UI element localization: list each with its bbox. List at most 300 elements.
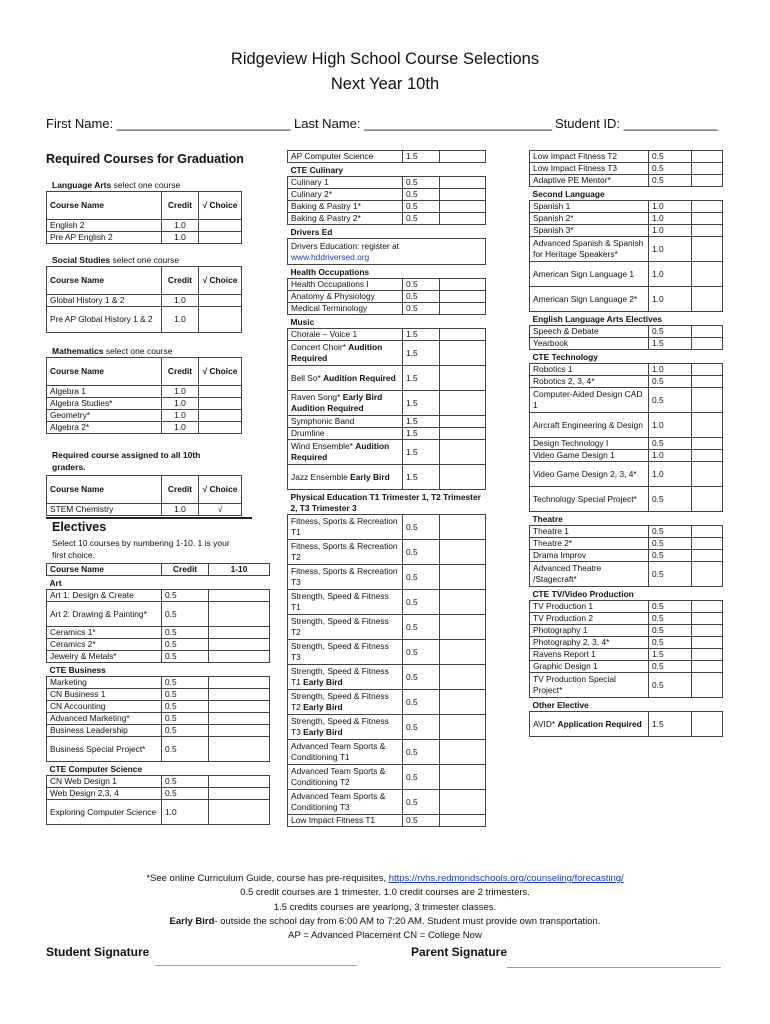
course-credit: 0.5 bbox=[403, 515, 440, 540]
course-row bbox=[47, 602, 270, 627]
abbrev-note: AP = Advanced Placement CN = College Now bbox=[288, 930, 482, 941]
course-name: Advanced Theatre /Stagecraft* bbox=[530, 562, 649, 587]
choice-cell[interactable] bbox=[199, 220, 242, 232]
course-name: Culinary 1 bbox=[288, 177, 403, 189]
course-name: Robotics 1 bbox=[530, 364, 649, 376]
course-row bbox=[47, 788, 270, 800]
section-header: Music bbox=[288, 315, 486, 329]
mathematics-table: Course Name Credit √ Choice Algebra 1 1.0 Algebra Studies* 1.0 Geometry* 1.0 Algebra 2* 1.0 bbox=[46, 357, 242, 434]
course-row bbox=[530, 450, 723, 462]
course-credit: 1.0 bbox=[649, 450, 692, 462]
course-row bbox=[530, 613, 723, 625]
course-name: Drumline bbox=[288, 428, 403, 440]
student-signature-label: Student Signature bbox=[46, 945, 150, 959]
course-row bbox=[530, 550, 723, 562]
prereq-note: *See online Curriculum Guide, course has pre-requisites, https://rvhs.redmondschools.org/counseling/forecasting/ bbox=[146, 873, 624, 884]
choice-rank-cell[interactable] bbox=[440, 540, 486, 565]
course-credit: 0.5 bbox=[649, 673, 692, 698]
course-name: Aircraft Engineering & Design bbox=[530, 413, 649, 438]
course-row bbox=[530, 462, 723, 487]
course-name: AP Computer Science bbox=[288, 151, 403, 163]
course-credit: 1.5 bbox=[403, 440, 440, 465]
course-name: CN Business 1 bbox=[47, 689, 162, 701]
course-credit: 0.5 bbox=[162, 602, 209, 627]
course-row bbox=[530, 712, 723, 737]
choice-rank-cell[interactable] bbox=[692, 287, 723, 312]
course-credit: 0.5 bbox=[162, 788, 209, 800]
course-row bbox=[530, 637, 723, 649]
choice-rank-cell[interactable] bbox=[440, 440, 486, 465]
course-row bbox=[288, 428, 486, 440]
choice-rank-cell[interactable] bbox=[692, 438, 723, 450]
course-row bbox=[288, 341, 486, 366]
choice-rank-cell[interactable] bbox=[209, 627, 270, 639]
choice-rank-cell[interactable] bbox=[440, 329, 486, 341]
course-credit: 1.5 bbox=[403, 416, 440, 428]
course-credit: 0.5 bbox=[649, 538, 692, 550]
course-credit: 0.5 bbox=[162, 639, 209, 651]
assigned-course-table: Course Name Credit √ Choice STEM Chemistry 1.0 √ bbox=[46, 475, 242, 516]
course-name: Technology Special Project* bbox=[530, 487, 649, 512]
course-row bbox=[47, 627, 270, 639]
course-row bbox=[288, 590, 486, 615]
course-name: Business Leadership bbox=[47, 725, 162, 737]
course-row bbox=[530, 287, 723, 312]
choice-rank-cell[interactable] bbox=[692, 649, 723, 661]
course-credit: 0.5 bbox=[403, 740, 440, 765]
course-name: Yearbook bbox=[530, 338, 649, 350]
course-row bbox=[530, 487, 723, 512]
electives-table-col1: Course Name Credit 1-10 Art Art 1: Design & Create 0.5 Art 2: Drawing & Painting* 0.5 Ceramics 1* 0.5 Ceramics 2* 0.5 Jewelry & Metals* 0.5 CTE Business Marketing 0.5 CN Business 1 0.5 CN Accounting 0.5 Advanced Marketing* 0.5 Business Leadership 0.5 Business Special Project* 0.5 CTE Computer Science CN Web Design 1 0.5 Web Design 2,3, 4 0.5 Exploring Computer Science 1.0 bbox=[46, 563, 270, 825]
choice-rank-cell[interactable] bbox=[692, 201, 723, 213]
choice-rank-cell[interactable] bbox=[440, 391, 486, 416]
course-credit: 0.5 bbox=[649, 637, 692, 649]
student-signature-line[interactable] bbox=[155, 965, 357, 966]
course-row bbox=[530, 151, 723, 163]
course-name: Adaptive PE Mentor* bbox=[530, 175, 649, 187]
course-name: Jazz Ensemble Early Bird bbox=[288, 465, 403, 490]
section-header: English Language Arts Electives bbox=[530, 312, 723, 326]
course-row bbox=[288, 740, 486, 765]
course-name: Concert Choir* Audition Required bbox=[288, 341, 403, 366]
course-name: Advanced Team Sports & Conditioning T3 bbox=[288, 790, 403, 815]
course-row bbox=[530, 388, 723, 413]
course-row bbox=[288, 329, 486, 341]
course-name: Baking & Pastry 1* bbox=[288, 201, 403, 213]
course-credit: 0.5 bbox=[162, 651, 209, 663]
course-credit: 0.5 bbox=[162, 737, 209, 762]
choice-rank-cell[interactable] bbox=[440, 428, 486, 440]
course-row bbox=[288, 540, 486, 565]
section-header: CTE TV/Video Production bbox=[530, 587, 723, 601]
choice-rank-cell[interactable] bbox=[209, 651, 270, 663]
course-credit: 0.5 bbox=[649, 562, 692, 587]
course-credit: 0.5 bbox=[403, 540, 440, 565]
course-credit: 0.5 bbox=[649, 388, 692, 413]
section-header: Theatre bbox=[530, 512, 723, 526]
course-name: Art 1: Design & Create bbox=[47, 590, 162, 602]
section-header: CTE Culinary bbox=[288, 163, 486, 177]
course-credit: 1.0 bbox=[649, 225, 692, 237]
choice-rank-cell[interactable] bbox=[692, 526, 723, 538]
course-name: TV Production 2 bbox=[530, 613, 649, 625]
course-credit: 1.5 bbox=[403, 341, 440, 366]
course-row bbox=[47, 701, 270, 713]
course-credit: 0.5 bbox=[403, 640, 440, 665]
choice-rank-cell[interactable] bbox=[692, 550, 723, 562]
choice-rank-cell[interactable] bbox=[440, 515, 486, 540]
course-row bbox=[288, 640, 486, 665]
course-credit: 0.5 bbox=[162, 590, 209, 602]
course-credit: 0.5 bbox=[649, 601, 692, 613]
course-credit: 0.5 bbox=[403, 715, 440, 740]
choice-rank-cell[interactable] bbox=[209, 590, 270, 602]
course-credit: 0.5 bbox=[403, 213, 440, 225]
course-row bbox=[288, 765, 486, 790]
course-credit: 0.5 bbox=[403, 765, 440, 790]
last-name-field[interactable]: Last Name: __________________________ bbox=[294, 116, 553, 131]
course-credit: 1.0 bbox=[649, 462, 692, 487]
choice-rank-cell[interactable] bbox=[440, 279, 486, 291]
choice-rank-cell[interactable] bbox=[692, 213, 723, 225]
choice-rank-cell[interactable] bbox=[440, 665, 486, 690]
course-credit: 1.0 bbox=[162, 800, 209, 825]
course-credit: 0.5 bbox=[403, 201, 440, 213]
choice-rank-cell[interactable] bbox=[209, 800, 270, 825]
course-row bbox=[288, 151, 486, 163]
choice-rank-cell[interactable] bbox=[692, 364, 723, 376]
course-name: American Sign Language 2* bbox=[530, 287, 649, 312]
drivers-ed-link[interactable]: www.hddriversed.org bbox=[291, 251, 370, 262]
course-name: Strength, Speed & Fitness T3 Early Bird bbox=[288, 715, 403, 740]
choice-rank-cell[interactable] bbox=[440, 615, 486, 640]
course-name: Computer-Aided Design CAD 1 bbox=[530, 388, 649, 413]
course-credit: 0.5 bbox=[403, 665, 440, 690]
choice-rank-cell[interactable] bbox=[209, 776, 270, 788]
choice-rank-cell[interactable] bbox=[692, 673, 723, 698]
choice-rank-cell[interactable] bbox=[440, 303, 486, 315]
course-name: Spanish 2* bbox=[530, 213, 649, 225]
parent-signature-line[interactable] bbox=[507, 967, 721, 968]
section-header: Art bbox=[47, 576, 270, 590]
course-name: Theatre 1 bbox=[530, 526, 649, 538]
course-name: Design Technology I bbox=[530, 438, 649, 450]
course-name: Spanish 1 bbox=[530, 201, 649, 213]
parent-signature-label: Parent Signature bbox=[411, 945, 508, 959]
section-header: CTE Business bbox=[47, 663, 270, 677]
course-credit: 0.5 bbox=[649, 526, 692, 538]
social-studies-table: Course Name Credit √ Choice Global History 1 & 2 1.0 Pre AP Global History 1 & 2 1.0 bbox=[46, 266, 242, 333]
course-credit: 0.5 bbox=[162, 725, 209, 737]
choice-rank-cell[interactable] bbox=[692, 237, 723, 262]
course-row bbox=[530, 413, 723, 438]
choice-rank-cell[interactable] bbox=[209, 639, 270, 651]
choice-rank-cell[interactable] bbox=[440, 201, 486, 213]
course-credit: 0.5 bbox=[649, 163, 692, 175]
course-credit: 0.5 bbox=[403, 303, 440, 315]
choice-rank-cell[interactable] bbox=[209, 677, 270, 689]
choice-cell: √ bbox=[199, 504, 242, 516]
course-name: Strength, Speed & Fitness T3 bbox=[288, 640, 403, 665]
course-credit: 0.5 bbox=[649, 661, 692, 673]
course-row bbox=[288, 690, 486, 715]
course-credit: 0.5 bbox=[649, 151, 692, 163]
course-name: Strength, Speed & Fitness T1 bbox=[288, 590, 403, 615]
course-row bbox=[288, 515, 486, 540]
course-credit: 0.5 bbox=[162, 677, 209, 689]
choice-rank-cell[interactable] bbox=[692, 450, 723, 462]
course-name: CN Accounting bbox=[47, 701, 162, 713]
course-name: Fitness, Sports & Recreation T1 bbox=[288, 515, 403, 540]
course-credit: 0.5 bbox=[649, 438, 692, 450]
course-name: Medical Terminology bbox=[288, 303, 403, 315]
course-credit: 1.5 bbox=[403, 329, 440, 341]
choice-rank-cell[interactable] bbox=[692, 487, 723, 512]
course-name: Strength, Speed & Fitness T2 Early Bird bbox=[288, 690, 403, 715]
course-name: Fitness, Sports & Recreation T2 bbox=[288, 540, 403, 565]
course-credit: 0.5 bbox=[403, 690, 440, 715]
course-row bbox=[288, 790, 486, 815]
choice-rank-cell[interactable] bbox=[692, 661, 723, 673]
course-name: CN Web Design 1 bbox=[47, 776, 162, 788]
choice-rank-cell[interactable] bbox=[692, 413, 723, 438]
course-name: Jewelry & Metals* bbox=[47, 651, 162, 663]
course-credit: 1.5 bbox=[649, 712, 692, 737]
choice-cell[interactable] bbox=[199, 386, 242, 398]
course-name: Wind Ensemble* Audition Required bbox=[288, 440, 403, 465]
course-name: TV Production Special Project* bbox=[530, 673, 649, 698]
choice-rank-cell[interactable] bbox=[440, 790, 486, 815]
course-credit: 1.0 bbox=[649, 287, 692, 312]
choice-rank-cell[interactable] bbox=[692, 562, 723, 587]
course-row bbox=[288, 715, 486, 740]
course-row bbox=[530, 526, 723, 538]
choice-rank-cell[interactable] bbox=[440, 640, 486, 665]
course-name: Advanced Team Sports & Conditioning T2 bbox=[288, 765, 403, 790]
course-row bbox=[530, 175, 723, 187]
course-row bbox=[47, 737, 270, 762]
course-row bbox=[530, 326, 723, 338]
course-row bbox=[530, 338, 723, 350]
choice-rank-cell[interactable] bbox=[440, 465, 486, 490]
course-credit: 0.5 bbox=[649, 175, 692, 187]
course-row bbox=[530, 163, 723, 175]
course-row bbox=[288, 213, 486, 225]
choice-rank-cell[interactable] bbox=[440, 177, 486, 189]
choice-rank-cell[interactable] bbox=[209, 725, 270, 737]
drivers-ed-row: Drivers Education: register at www.hddriversed.org bbox=[288, 239, 486, 265]
course-name: Low Impact Fitness T1 bbox=[288, 815, 403, 827]
course-row bbox=[47, 651, 270, 663]
course-name: Health Occupations I bbox=[288, 279, 403, 291]
course-name: Advanced Spanish & Spanish for Heritage Speakers* bbox=[530, 237, 649, 262]
course-name: Video Game Design 1 bbox=[530, 450, 649, 462]
choice-rank-cell[interactable] bbox=[440, 740, 486, 765]
choice-cell[interactable] bbox=[199, 232, 242, 244]
choice-rank-cell[interactable] bbox=[209, 788, 270, 800]
course-name: Bell So* Audition Required bbox=[288, 366, 403, 391]
choice-rank-cell[interactable] bbox=[692, 163, 723, 175]
course-credit: 0.5 bbox=[162, 713, 209, 725]
course-credit: 0.5 bbox=[403, 177, 440, 189]
course-row bbox=[530, 562, 723, 587]
choice-rank-cell[interactable] bbox=[692, 462, 723, 487]
choice-rank-cell[interactable] bbox=[692, 601, 723, 613]
course-credit: 1.0 bbox=[649, 262, 692, 287]
course-name: Ravens Report 1 bbox=[530, 649, 649, 661]
choice-rank-cell[interactable] bbox=[209, 689, 270, 701]
course-row bbox=[47, 725, 270, 737]
page-subtitle: Next Year 10th bbox=[330, 75, 440, 93]
choice-rank-cell[interactable] bbox=[692, 712, 723, 737]
choice-rank-cell[interactable] bbox=[440, 213, 486, 225]
choice-rank-cell[interactable] bbox=[440, 189, 486, 201]
course-credit: 0.5 bbox=[403, 790, 440, 815]
lang-arts-table: Course Name Credit √ Choice English 2 1.0 Pre AP English 2 1.0 bbox=[46, 191, 242, 244]
choice-rank-cell[interactable] bbox=[692, 338, 723, 350]
early-bird-note: Early Bird- outside the school day from 6:00 AM to 7:20 AM. Student must provide own transportation. bbox=[169, 916, 601, 927]
divider bbox=[46, 517, 252, 519]
course-credit: 1.0 bbox=[649, 201, 692, 213]
curriculum-guide-link[interactable]: https://rvhs.redmondschools.org/counseling/forecasting/ bbox=[388, 873, 624, 884]
course-credit: 1.0 bbox=[649, 364, 692, 376]
electives-table-col3 bbox=[529, 150, 723, 737]
course-credit: 1.5 bbox=[649, 338, 692, 350]
course-name: Business Special Project* bbox=[47, 737, 162, 762]
electives-table-col2 bbox=[287, 150, 486, 827]
course-row bbox=[47, 590, 270, 602]
student-id-field[interactable]: Student ID: _____________ bbox=[555, 116, 718, 131]
course-row bbox=[288, 391, 486, 416]
course-row bbox=[530, 213, 723, 225]
course-row bbox=[288, 189, 486, 201]
course-credit: 0.5 bbox=[649, 376, 692, 388]
course-name: Symphonic Band bbox=[288, 416, 403, 428]
course-credit: 0.5 bbox=[649, 487, 692, 512]
section-header: Physical Education T1 Trimester 1, T2 Trimester 2, T3 Trimester 3 bbox=[288, 490, 486, 515]
choice-cell[interactable] bbox=[199, 422, 242, 434]
course-row bbox=[47, 639, 270, 651]
choice-rank-cell[interactable] bbox=[440, 815, 486, 827]
course-credit: 0.5 bbox=[649, 625, 692, 637]
course-name: Ceramics 1* bbox=[47, 627, 162, 639]
choice-rank-cell[interactable] bbox=[209, 602, 270, 627]
course-row bbox=[47, 713, 270, 725]
course-name: TV Production 1 bbox=[530, 601, 649, 613]
choice-rank-cell[interactable] bbox=[692, 326, 723, 338]
choice-rank-cell[interactable] bbox=[440, 715, 486, 740]
choice-cell[interactable] bbox=[199, 295, 242, 307]
course-name: Advanced Marketing* bbox=[47, 713, 162, 725]
course-name: Strength, Speed & Fitness T1 Early Bird bbox=[288, 665, 403, 690]
choice-rank-cell[interactable] bbox=[692, 625, 723, 637]
course-row bbox=[530, 661, 723, 673]
course-name: Photography 1 bbox=[530, 625, 649, 637]
mathematics-label: Mathematics select one course bbox=[52, 346, 173, 356]
course-name: Culinary 2* bbox=[288, 189, 403, 201]
course-name: Spanish 3* bbox=[530, 225, 649, 237]
choice-rank-cell[interactable] bbox=[209, 737, 270, 762]
choice-cell[interactable] bbox=[199, 398, 242, 410]
course-credit: 1.5 bbox=[403, 465, 440, 490]
course-credit: 0.5 bbox=[162, 701, 209, 713]
course-credit: 1.5 bbox=[649, 649, 692, 661]
choice-rank-cell[interactable] bbox=[692, 613, 723, 625]
choice-rank-cell[interactable] bbox=[440, 151, 486, 163]
section-header: CTE Technology bbox=[530, 350, 723, 364]
course-row bbox=[288, 201, 486, 213]
course-credit: 0.5 bbox=[649, 550, 692, 562]
choice-rank-cell[interactable] bbox=[692, 538, 723, 550]
choice-rank-cell[interactable] bbox=[692, 262, 723, 287]
course-name: Exploring Computer Science bbox=[47, 800, 162, 825]
course-row bbox=[288, 416, 486, 428]
course-credit: 0.5 bbox=[403, 279, 440, 291]
course-credit: 0.5 bbox=[162, 776, 209, 788]
course-row bbox=[530, 364, 723, 376]
course-row bbox=[288, 303, 486, 315]
choice-rank-cell[interactable] bbox=[440, 690, 486, 715]
choice-rank-cell[interactable] bbox=[692, 151, 723, 163]
electives-instructions: Select 10 courses by numbering 1-10. 1 is your first choice. bbox=[52, 538, 230, 560]
course-name: Marketing bbox=[47, 677, 162, 689]
course-name: Video Game Design 2, 3, 4* bbox=[530, 462, 649, 487]
course-credit: 0.5 bbox=[403, 590, 440, 615]
choice-rank-cell[interactable] bbox=[440, 341, 486, 366]
course-name: Advanced Team Sports & Conditioning T1 bbox=[288, 740, 403, 765]
section-header: Health Occupations bbox=[288, 265, 486, 279]
course-credit: 1.0 bbox=[649, 413, 692, 438]
choice-cell[interactable] bbox=[199, 410, 242, 422]
credit-note-1: 0.5 credit courses are 1 trimester. 1.0 credit courses are 2 trimesters. bbox=[240, 887, 530, 898]
section-header: CTE Computer Science bbox=[47, 762, 270, 776]
course-credit: 0.5 bbox=[162, 627, 209, 639]
course-name: Low Impact Fitness T3 bbox=[530, 163, 649, 175]
course-name: American Sign Language 1 bbox=[530, 262, 649, 287]
section-header: Other Elective bbox=[530, 698, 723, 712]
course-row bbox=[288, 815, 486, 827]
first-name-field[interactable]: First Name: ________________________ bbox=[46, 116, 291, 131]
electives-heading: Electives bbox=[52, 520, 107, 534]
course-name: Chorale – Voice 1 bbox=[288, 329, 403, 341]
choice-cell[interactable] bbox=[199, 307, 242, 333]
choice-rank-cell[interactable] bbox=[692, 225, 723, 237]
course-row bbox=[530, 649, 723, 661]
choice-rank-cell[interactable] bbox=[440, 590, 486, 615]
choice-rank-cell[interactable] bbox=[692, 388, 723, 413]
section-header: Second Language bbox=[530, 187, 723, 201]
choice-rank-cell[interactable] bbox=[440, 366, 486, 391]
course-row bbox=[288, 565, 486, 590]
choice-rank-cell[interactable] bbox=[440, 765, 486, 790]
choice-rank-cell[interactable] bbox=[692, 376, 723, 388]
course-row bbox=[288, 177, 486, 189]
course-row bbox=[288, 665, 486, 690]
course-credit: 1.5 bbox=[403, 391, 440, 416]
course-name: Photography 2, 3, 4* bbox=[530, 637, 649, 649]
choice-rank-cell[interactable] bbox=[209, 713, 270, 725]
choice-rank-cell[interactable] bbox=[440, 565, 486, 590]
course-row bbox=[530, 625, 723, 637]
choice-rank-cell[interactable] bbox=[440, 416, 486, 428]
course-credit: 1.0 bbox=[649, 237, 692, 262]
choice-rank-cell[interactable] bbox=[692, 637, 723, 649]
choice-rank-cell[interactable] bbox=[440, 291, 486, 303]
course-credit: 0.5 bbox=[403, 565, 440, 590]
course-name: Fitness, Sports & Recreation T3 bbox=[288, 565, 403, 590]
choice-rank-cell[interactable] bbox=[209, 701, 270, 713]
choice-rank-cell[interactable] bbox=[692, 175, 723, 187]
